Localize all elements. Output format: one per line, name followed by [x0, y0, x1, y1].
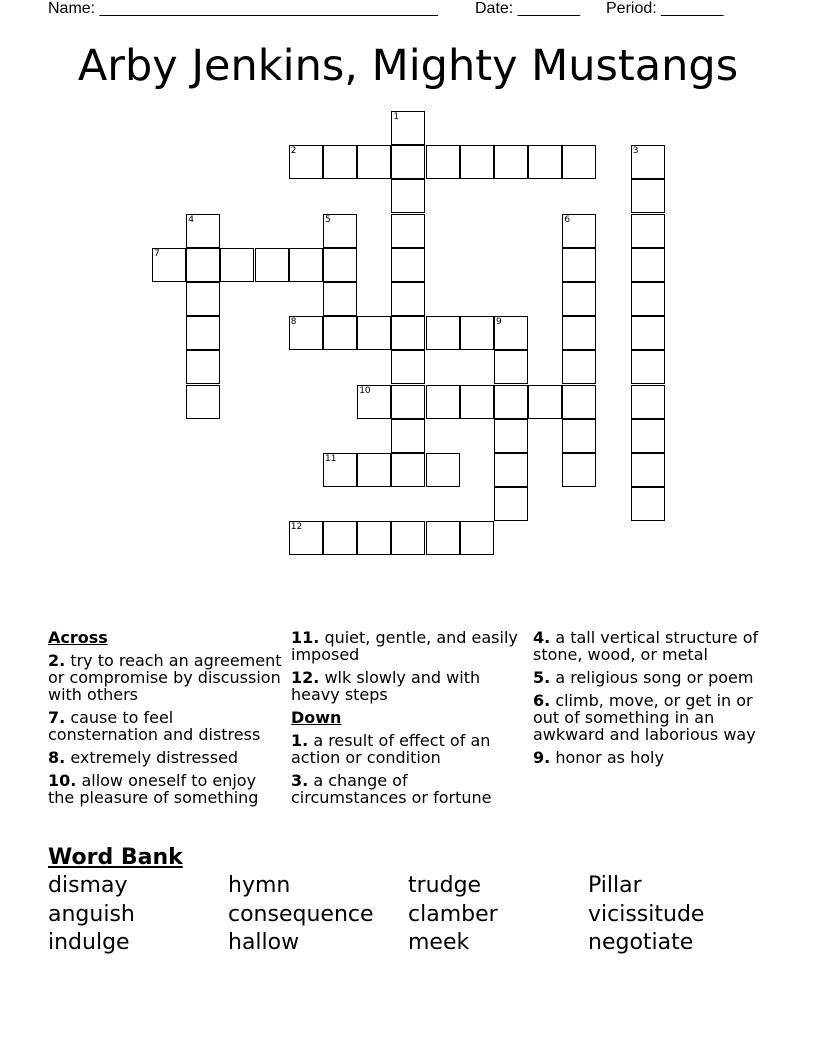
- crossword-cell[interactable]: [460, 145, 494, 179]
- crossword-cell[interactable]: [323, 248, 357, 282]
- cell-number: 5: [325, 214, 331, 225]
- clue-across-10: 10. allow oneself to enjoy the pleasure of something: [48, 771, 259, 807]
- crossword-cell[interactable]: [494, 453, 528, 487]
- crossword-cell[interactable]: [357, 385, 391, 419]
- crossword-cell[interactable]: [186, 385, 220, 419]
- crossword-cell[interactable]: [460, 316, 494, 350]
- cell-number: 12: [290, 522, 303, 533]
- crossword-cell[interactable]: [631, 350, 665, 384]
- crossword-cell[interactable]: [186, 282, 220, 316]
- clue-down-5: 5. a religious song or poem: [533, 668, 754, 687]
- crossword-cell[interactable]: [528, 385, 562, 419]
- crossword-cell[interactable]: [357, 453, 391, 487]
- period-field[interactable]: Period: _______: [606, 0, 724, 17]
- crossword-cell[interactable]: [494, 145, 528, 179]
- clue-down-4: 4. a tall vertical structure of stone, wood, or metal: [533, 628, 759, 664]
- word-bank-title: Word Bank: [48, 845, 183, 870]
- crossword-cell[interactable]: [391, 419, 425, 453]
- crossword-cell[interactable]: [152, 248, 186, 282]
- clues-column-2: [291, 629, 523, 812]
- clue-across-2: 2. try to reach an agreement or compromise by discussion with others: [48, 651, 282, 704]
- crossword-cell[interactable]: [631, 487, 665, 521]
- crossword-cell[interactable]: [426, 385, 460, 419]
- crossword-cell[interactable]: [391, 248, 425, 282]
- crossword-cell[interactable]: [631, 385, 665, 419]
- word-bank-word: clamber: [408, 901, 498, 927]
- word-bank-word: hallow: [228, 930, 300, 955]
- crossword-cell[interactable]: [562, 419, 596, 453]
- crossword-cell[interactable]: [494, 487, 528, 521]
- crossword-cell[interactable]: [426, 521, 460, 555]
- crossword-cell[interactable]: [220, 248, 254, 282]
- word-bank-word: hymn: [228, 873, 291, 898]
- clue-down-1: 1. a result of effect of an action or condition: [291, 731, 491, 767]
- crossword-cell[interactable]: [391, 350, 425, 384]
- crossword-cell[interactable]: [528, 145, 562, 179]
- clues-column-3: [533, 629, 773, 772]
- word-bank-word: consequence: [228, 901, 374, 927]
- crossword-cell[interactable]: [494, 385, 528, 419]
- cell-number: 7: [154, 248, 160, 259]
- crossword-cell[interactable]: [357, 316, 391, 350]
- crossword-cell[interactable]: [631, 179, 665, 213]
- crossword-cell[interactable]: [186, 248, 220, 282]
- crossword-cell[interactable]: [562, 214, 596, 248]
- crossword-cell[interactable]: [562, 316, 596, 350]
- crossword-cell[interactable]: [426, 145, 460, 179]
- crossword-cell[interactable]: [562, 145, 596, 179]
- crossword-cell[interactable]: [631, 248, 665, 282]
- crossword-cell[interactable]: [186, 214, 220, 248]
- word-bank-word: Pillar: [588, 873, 642, 898]
- crossword-cell[interactable]: [494, 419, 528, 453]
- crossword-cell[interactable]: [631, 316, 665, 350]
- crossword-cell[interactable]: [494, 350, 528, 384]
- cell-number: 8: [290, 317, 297, 328]
- word-bank-word: anguish: [48, 901, 135, 927]
- crossword-cell[interactable]: [391, 316, 425, 350]
- crossword-cell[interactable]: [631, 145, 665, 179]
- cell-number: 10: [359, 385, 371, 396]
- crossword-cell[interactable]: [289, 521, 323, 555]
- crossword-cell[interactable]: [323, 521, 357, 555]
- cell-number: 9: [496, 317, 502, 328]
- down-heading: Down: [291, 708, 342, 727]
- crossword-cell[interactable]: [357, 145, 391, 179]
- name-field[interactable]: Name: ______________________________________: [48, 0, 438, 17]
- crossword-cell[interactable]: [323, 282, 357, 316]
- clue-across-12: 12. wlk slowly and with heavy steps: [291, 668, 481, 704]
- crossword-cell[interactable]: [391, 111, 425, 145]
- crossword-cell[interactable]: [391, 282, 425, 316]
- crossword-cell[interactable]: [323, 145, 357, 179]
- crossword-cell[interactable]: [391, 521, 425, 555]
- crossword-cell[interactable]: [460, 521, 494, 555]
- crossword-cell[interactable]: [494, 316, 528, 350]
- crossword-cell[interactable]: [562, 385, 596, 419]
- cell-number: 11: [325, 454, 337, 464]
- page-title: Arby Jenkins, Mighty Mustangs: [77, 41, 739, 91]
- crossword-cell[interactable]: [186, 316, 220, 350]
- cell-number: 1: [393, 112, 400, 122]
- across-heading: Across: [48, 628, 108, 647]
- crossword-cell[interactable]: [323, 214, 357, 248]
- crossword-cell[interactable]: [289, 248, 323, 282]
- crossword-cell[interactable]: [631, 214, 665, 248]
- clue-down-9: 9. honor as holy: [533, 748, 664, 767]
- crossword-cell[interactable]: [562, 282, 596, 316]
- clue-down-6: 6. climb, move, or get in or out of something in an awkward and laborious way: [533, 691, 756, 744]
- word-bank-word: meek: [408, 930, 470, 955]
- clues-column-1: [48, 629, 284, 812]
- cell-number: 2: [290, 146, 297, 157]
- crossword-cell[interactable]: [357, 521, 391, 555]
- cell-number: 3: [632, 146, 639, 157]
- clue-across-8: 8. extremely distressed: [48, 748, 239, 767]
- crossword-cell[interactable]: [426, 453, 460, 487]
- crossword-cell[interactable]: [289, 145, 323, 179]
- cell-number: 4: [188, 214, 194, 225]
- crossword-cell[interactable]: [391, 145, 425, 179]
- crossword-cell[interactable]: [391, 179, 425, 213]
- crossword-cell[interactable]: [289, 316, 323, 350]
- crossword-cell[interactable]: [391, 214, 425, 248]
- word-bank-word: indulge: [48, 930, 130, 955]
- crossword-cell[interactable]: [562, 453, 596, 487]
- cell-number: 6: [564, 214, 571, 225]
- clue-across-7: 7. cause to feel consternation and distress: [48, 708, 261, 744]
- crossword-cell[interactable]: [391, 453, 425, 487]
- crossword-cell[interactable]: [562, 350, 596, 384]
- crossword-cell[interactable]: [426, 316, 460, 350]
- crossword-cell[interactable]: [631, 419, 665, 453]
- crossword-cell[interactable]: [631, 453, 665, 487]
- word-bank-word: vicissitude: [588, 901, 705, 927]
- clue-across-11: 11. quiet, gentle, and easily imposed: [291, 628, 518, 664]
- word-bank-word: negotiate: [588, 930, 694, 955]
- date-field[interactable]: Date: _______: [475, 0, 580, 17]
- crossword-cell[interactable]: [323, 453, 357, 487]
- crossword-cell[interactable]: [631, 282, 665, 316]
- crossword-cell[interactable]: [323, 316, 357, 350]
- crossword-cell[interactable]: [460, 385, 494, 419]
- crossword-cell[interactable]: [562, 248, 596, 282]
- crossword-cell[interactable]: [186, 350, 220, 384]
- clue-down-3: 3. a change of circumstances or fortune: [291, 771, 492, 807]
- word-bank-word: trudge: [408, 873, 482, 898]
- crossword-cell[interactable]: [391, 385, 425, 419]
- word-bank-word: dismay: [48, 873, 128, 898]
- crossword-cell[interactable]: [255, 248, 289, 282]
